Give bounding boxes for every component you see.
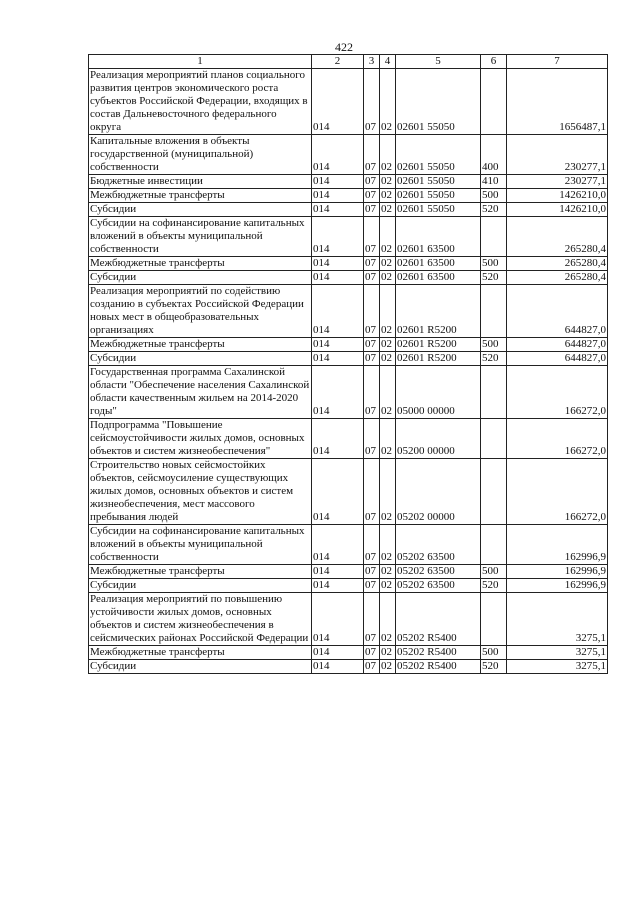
- col-3-cell: 07: [364, 338, 380, 352]
- col-5-cell: 02601 55050: [396, 189, 481, 203]
- col-6-cell: 500: [481, 338, 507, 352]
- table-row: [89, 203, 608, 217]
- col-5-cell: 05000 00000: [396, 366, 481, 419]
- col-6-cell: 400: [481, 135, 507, 175]
- amount-cell: 265280,4: [507, 257, 608, 271]
- col-3-cell: 07: [364, 525, 380, 565]
- table-row: [89, 366, 608, 419]
- col-5-cell: 05202 63500: [396, 565, 481, 579]
- amount-cell: 230277,1: [507, 135, 608, 175]
- row-name: Подпрограмма "Повышение сейсмоустойчивости жилых домов, основных объектов и систем жизнеобеспечения": [89, 419, 312, 459]
- row-name: Межбюджетные трансферты: [89, 257, 312, 271]
- table-row: [89, 459, 608, 525]
- col-4-cell: 02: [380, 565, 396, 579]
- row-name: Реализация мероприятий по повышению устойчивости жилых домов, основных объектов и систем жизнеобеспечения в сейсмических районах Российской Федерации: [89, 593, 312, 646]
- amount-cell: 162996,9: [507, 525, 608, 565]
- table-body: [89, 69, 608, 674]
- col-3-cell: 07: [364, 285, 380, 338]
- col-6-cell: [481, 419, 507, 459]
- row-name: Бюджетные инвестиции: [89, 175, 312, 189]
- col-2-cell: 014: [312, 565, 364, 579]
- col-5-cell: 02601 R5200: [396, 352, 481, 366]
- col-6-cell: [481, 285, 507, 338]
- amount-cell: 265280,4: [507, 271, 608, 285]
- col-2-cell: 014: [312, 352, 364, 366]
- col-3-cell: 07: [364, 366, 380, 419]
- row-name: Межбюджетные трансферты: [89, 646, 312, 660]
- header-cell: 6: [481, 55, 507, 69]
- col-2-cell: 014: [312, 419, 364, 459]
- table-row: [89, 338, 608, 352]
- col-5-cell: 05202 63500: [396, 525, 481, 565]
- col-5-cell: 02601 R5200: [396, 285, 481, 338]
- col-3-cell: 07: [364, 579, 380, 593]
- row-name: Межбюджетные трансферты: [89, 565, 312, 579]
- col-4-cell: 02: [380, 525, 396, 565]
- col-4-cell: 02: [380, 646, 396, 660]
- amount-cell: 1656487,1: [507, 69, 608, 135]
- col-6-cell: [481, 525, 507, 565]
- col-6-cell: [481, 69, 507, 135]
- col-5-cell: 02601 55050: [396, 69, 481, 135]
- amount-cell: 3275,1: [507, 646, 608, 660]
- col-2-cell: 014: [312, 525, 364, 565]
- row-name: Субсидии: [89, 579, 312, 593]
- table-row: [89, 352, 608, 366]
- col-5-cell: 02601 R5200: [396, 338, 481, 352]
- header-row: [89, 55, 608, 69]
- row-name: Строительство новых сейсмостойких объектов, сейсмоусиление существующих жилых домов, основных объектов и систем жизнеобеспечения, мест массового пребывания людей: [89, 459, 312, 525]
- col-6-cell: 410: [481, 175, 507, 189]
- amount-cell: 644827,0: [507, 338, 608, 352]
- row-name: Реализация мероприятий планов социального развития центров экономического роста субъектов Российской Федерации, входящих в состав Дальневосточного федерального округа: [89, 69, 312, 135]
- col-2-cell: 014: [312, 366, 364, 419]
- row-name: Межбюджетные трансферты: [89, 189, 312, 203]
- col-5-cell: 05202 R5400: [396, 646, 481, 660]
- amount-cell: 3275,1: [507, 593, 608, 646]
- col-3-cell: 07: [364, 257, 380, 271]
- table-row: [89, 189, 608, 203]
- col-3-cell: 07: [364, 135, 380, 175]
- col-6-cell: 500: [481, 257, 507, 271]
- col-2-cell: 014: [312, 69, 364, 135]
- col-6-cell: 500: [481, 189, 507, 203]
- amount-cell: 265280,4: [507, 217, 608, 257]
- amount-cell: 3275,1: [507, 660, 608, 674]
- table-row: [89, 565, 608, 579]
- col-4-cell: 02: [380, 338, 396, 352]
- col-2-cell: 014: [312, 203, 364, 217]
- amount-cell: 1426210,0: [507, 203, 608, 217]
- col-5-cell: 02601 55050: [396, 203, 481, 217]
- col-2-cell: 014: [312, 135, 364, 175]
- table-row: [89, 217, 608, 257]
- amount-cell: 644827,0: [507, 352, 608, 366]
- table-row: [89, 175, 608, 189]
- amount-cell: 166272,0: [507, 366, 608, 419]
- col-6-cell: 520: [481, 352, 507, 366]
- col-2-cell: 014: [312, 257, 364, 271]
- col-5-cell: 02601 63500: [396, 217, 481, 257]
- col-3-cell: 07: [364, 203, 380, 217]
- col-3-cell: 07: [364, 271, 380, 285]
- col-4-cell: 02: [380, 203, 396, 217]
- col-3-cell: 07: [364, 352, 380, 366]
- col-3-cell: 07: [364, 175, 380, 189]
- table-row: [89, 579, 608, 593]
- header-cell: 4: [380, 55, 396, 69]
- col-6-cell: [481, 217, 507, 257]
- col-5-cell: 02601 55050: [396, 135, 481, 175]
- col-4-cell: 02: [380, 135, 396, 175]
- row-name: Субсидии: [89, 352, 312, 366]
- header-cell: 5: [396, 55, 481, 69]
- col-4-cell: 02: [380, 69, 396, 135]
- col-4-cell: 02: [380, 366, 396, 419]
- row-name: Субсидии на софинансирование капитальных вложений в объекты муниципальной собственности: [89, 525, 312, 565]
- table-row: [89, 593, 608, 646]
- col-2-cell: 014: [312, 593, 364, 646]
- col-5-cell: 05202 00000: [396, 459, 481, 525]
- col-4-cell: 02: [380, 352, 396, 366]
- col-2-cell: 014: [312, 285, 364, 338]
- col-6-cell: [481, 366, 507, 419]
- col-4-cell: 02: [380, 593, 396, 646]
- col-2-cell: 014: [312, 459, 364, 525]
- col-6-cell: 500: [481, 565, 507, 579]
- amount-cell: 230277,1: [507, 175, 608, 189]
- col-2-cell: 014: [312, 579, 364, 593]
- amount-cell: 162996,9: [507, 565, 608, 579]
- col-5-cell: 05202 R5400: [396, 593, 481, 646]
- table-row: [89, 646, 608, 660]
- col-2-cell: 014: [312, 338, 364, 352]
- col-6-cell: 500: [481, 646, 507, 660]
- page-number: 422: [335, 40, 353, 54]
- col-4-cell: 02: [380, 175, 396, 189]
- col-2-cell: 014: [312, 189, 364, 203]
- col-6-cell: 520: [481, 660, 507, 674]
- table-row: [89, 257, 608, 271]
- row-name: Субсидии: [89, 203, 312, 217]
- col-6-cell: 520: [481, 203, 507, 217]
- col-5-cell: 02601 55050: [396, 175, 481, 189]
- header-cell: 2: [312, 55, 364, 69]
- col-2-cell: 014: [312, 271, 364, 285]
- col-4-cell: 02: [380, 257, 396, 271]
- table-row: [89, 285, 608, 338]
- amount-cell: 1426210,0: [507, 189, 608, 203]
- header-cell: 1: [89, 55, 312, 69]
- row-name: Капитальные вложения в объекты государственной (муниципальной) собственности: [89, 135, 312, 175]
- col-4-cell: 02: [380, 217, 396, 257]
- col-6-cell: 520: [481, 271, 507, 285]
- col-5-cell: 05200 00000: [396, 419, 481, 459]
- col-3-cell: 07: [364, 69, 380, 135]
- col-3-cell: 07: [364, 593, 380, 646]
- amount-cell: 166272,0: [507, 419, 608, 459]
- col-4-cell: 02: [380, 660, 396, 674]
- row-name: Межбюджетные трансферты: [89, 338, 312, 352]
- header-cell: 7: [507, 55, 608, 69]
- col-4-cell: 02: [380, 579, 396, 593]
- col-4-cell: 02: [380, 419, 396, 459]
- amount-cell: 644827,0: [507, 285, 608, 338]
- col-5-cell: 02601 63500: [396, 257, 481, 271]
- row-name: Реализация мероприятий по содействию созданию в субъектах Российской Федерации новых мест в общеобразовательных организациях: [89, 285, 312, 338]
- table-row: [89, 419, 608, 459]
- col-5-cell: 02601 63500: [396, 271, 481, 285]
- row-name: Субсидии: [89, 660, 312, 674]
- col-5-cell: 05202 63500: [396, 579, 481, 593]
- col-3-cell: 07: [364, 217, 380, 257]
- col-2-cell: 014: [312, 660, 364, 674]
- table-row: [89, 525, 608, 565]
- col-2-cell: 014: [312, 646, 364, 660]
- col-3-cell: 07: [364, 646, 380, 660]
- col-6-cell: [481, 593, 507, 646]
- row-name: Государственная программа Сахалинской области "Обеспечение населения Сахалинской области качественным жильем на 2014-2020 годы": [89, 366, 312, 419]
- budget-table: [88, 54, 608, 674]
- col-4-cell: 02: [380, 459, 396, 525]
- col-3-cell: 07: [364, 419, 380, 459]
- amount-cell: 162996,9: [507, 579, 608, 593]
- col-4-cell: 02: [380, 189, 396, 203]
- table-row: [89, 271, 608, 285]
- col-4-cell: 02: [380, 271, 396, 285]
- table-row: [89, 135, 608, 175]
- col-3-cell: 07: [364, 189, 380, 203]
- amount-cell: 166272,0: [507, 459, 608, 525]
- col-3-cell: 07: [364, 459, 380, 525]
- col-5-cell: 05202 R5400: [396, 660, 481, 674]
- table-row: [89, 69, 608, 135]
- col-3-cell: 07: [364, 565, 380, 579]
- header-cell: 3: [364, 55, 380, 69]
- table-row: [89, 660, 608, 674]
- row-name: Субсидии на софинансирование капитальных вложений в объекты муниципальной собственности: [89, 217, 312, 257]
- col-2-cell: 014: [312, 175, 364, 189]
- col-3-cell: 07: [364, 660, 380, 674]
- col-6-cell: [481, 459, 507, 525]
- col-6-cell: 520: [481, 579, 507, 593]
- col-2-cell: 014: [312, 217, 364, 257]
- col-4-cell: 02: [380, 285, 396, 338]
- row-name: Субсидии: [89, 271, 312, 285]
